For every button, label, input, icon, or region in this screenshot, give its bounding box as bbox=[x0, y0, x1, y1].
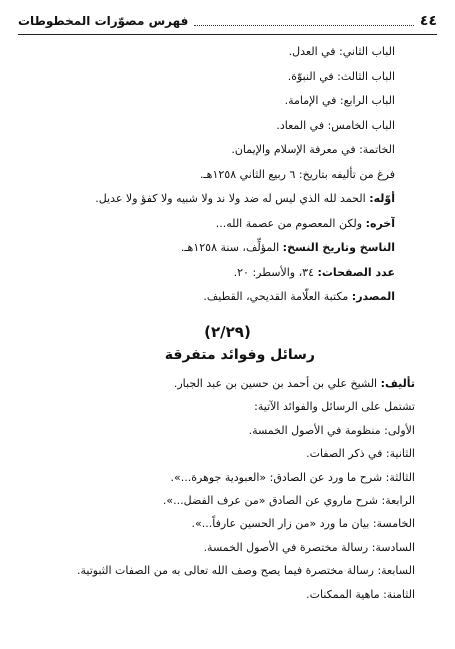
line-text: الباب الثالث: في النبوّة. bbox=[287, 69, 395, 83]
line-text: الخامسة: بيان ما ورد «من زار الحسين عارفاً...». bbox=[191, 517, 415, 531]
line-text: الحمد لله الذي ليس له ضد ولا ند ولا شبيه ولا كفؤ ولا عديل. bbox=[95, 192, 370, 205]
line-label: المصدر: bbox=[351, 290, 395, 303]
text-line bbox=[22, 65, 395, 90]
line-text: الباب الرابع: في الإمامة. bbox=[284, 94, 395, 107]
text-line bbox=[22, 466, 415, 489]
line-label: تأليف: bbox=[380, 377, 415, 390]
section-heading: رسائل وفوائد متفرقة bbox=[164, 347, 315, 363]
text-line bbox=[22, 536, 415, 559]
line-text: السادسة: رسالة مختصرة في الأصول الخمسة. bbox=[203, 540, 415, 554]
entry-list-2 bbox=[22, 372, 415, 606]
page-number: ٤٤ bbox=[419, 13, 437, 29]
line-text: الثالثة: شرح ما ورد عن الصادق: «العبودية جوهرة...». bbox=[170, 470, 415, 484]
text-line bbox=[22, 559, 415, 582]
line-text: ٣٤، والأسطر: ٢٠. bbox=[233, 265, 318, 279]
running-header bbox=[18, 10, 437, 35]
text-line bbox=[22, 114, 395, 139]
line-text: المؤلِّف، سنة ١٢٥٨هـ. bbox=[180, 241, 283, 254]
line-text: الشيخ علي بن أحمد بن حسين بن عبد الجبار. bbox=[173, 377, 381, 390]
line-text: الخاتمة: في معرفة الإسلام والإيمان. bbox=[231, 143, 395, 156]
text-line bbox=[22, 512, 415, 535]
line-label: عدد الصفحات: bbox=[317, 265, 395, 279]
leader-dots bbox=[194, 25, 413, 26]
line-text: ولكن المعصوم من عصمة الله... bbox=[215, 216, 366, 230]
text-line bbox=[22, 40, 395, 65]
section-number: (٢/٢٩) bbox=[204, 323, 251, 341]
text-line bbox=[22, 212, 395, 237]
header-title: فهرس مصوّرات المخطوطات bbox=[18, 14, 189, 28]
text-line bbox=[22, 236, 395, 261]
text-line bbox=[22, 419, 415, 442]
line-text: تشتمل على الرسائل والفوائد الآتية: bbox=[254, 400, 415, 414]
line-text: الثانية: في ذكر الصفات. bbox=[306, 447, 415, 461]
line-text: مكتبة العلّامة القديحي، القطيف. bbox=[203, 290, 352, 303]
line-text: فرغ من تأليفه بتاريخ: ٦ ربيع الثاني ١٢٥٨هـ. bbox=[199, 167, 395, 181]
text-line bbox=[22, 583, 415, 606]
line-text: الثامنة: ماهية الممكنات. bbox=[306, 587, 415, 601]
text-line bbox=[22, 187, 395, 212]
text-line bbox=[22, 163, 395, 188]
line-text: السابعة: رسالة مختصرة فيما يصح وصف الله تعالى به من الصفات الثبوتية. bbox=[77, 564, 415, 578]
line-label: أوّله: bbox=[369, 192, 395, 205]
line-text: الباب الخامس: في المعاد. bbox=[276, 118, 395, 132]
text-line bbox=[22, 89, 395, 114]
text-line bbox=[22, 395, 415, 418]
text-line bbox=[22, 285, 395, 310]
text-line bbox=[22, 138, 395, 163]
entry-list-1 bbox=[22, 40, 395, 310]
line-text: الرابعة: شرح ماروي عن الصادق «من عرف الفضل...». bbox=[162, 493, 415, 507]
text-line bbox=[22, 442, 415, 465]
line-label: الناسخ وتاريخ النسخ: bbox=[282, 241, 395, 254]
line-text: الأولى: منظومة في الأصول الخمسة. bbox=[248, 423, 415, 437]
text-line bbox=[22, 261, 395, 286]
line-text: الباب الثاني: في العدل. bbox=[288, 45, 395, 58]
text-line bbox=[22, 372, 415, 395]
text-line bbox=[22, 489, 415, 512]
line-label: آخره: bbox=[365, 216, 395, 230]
